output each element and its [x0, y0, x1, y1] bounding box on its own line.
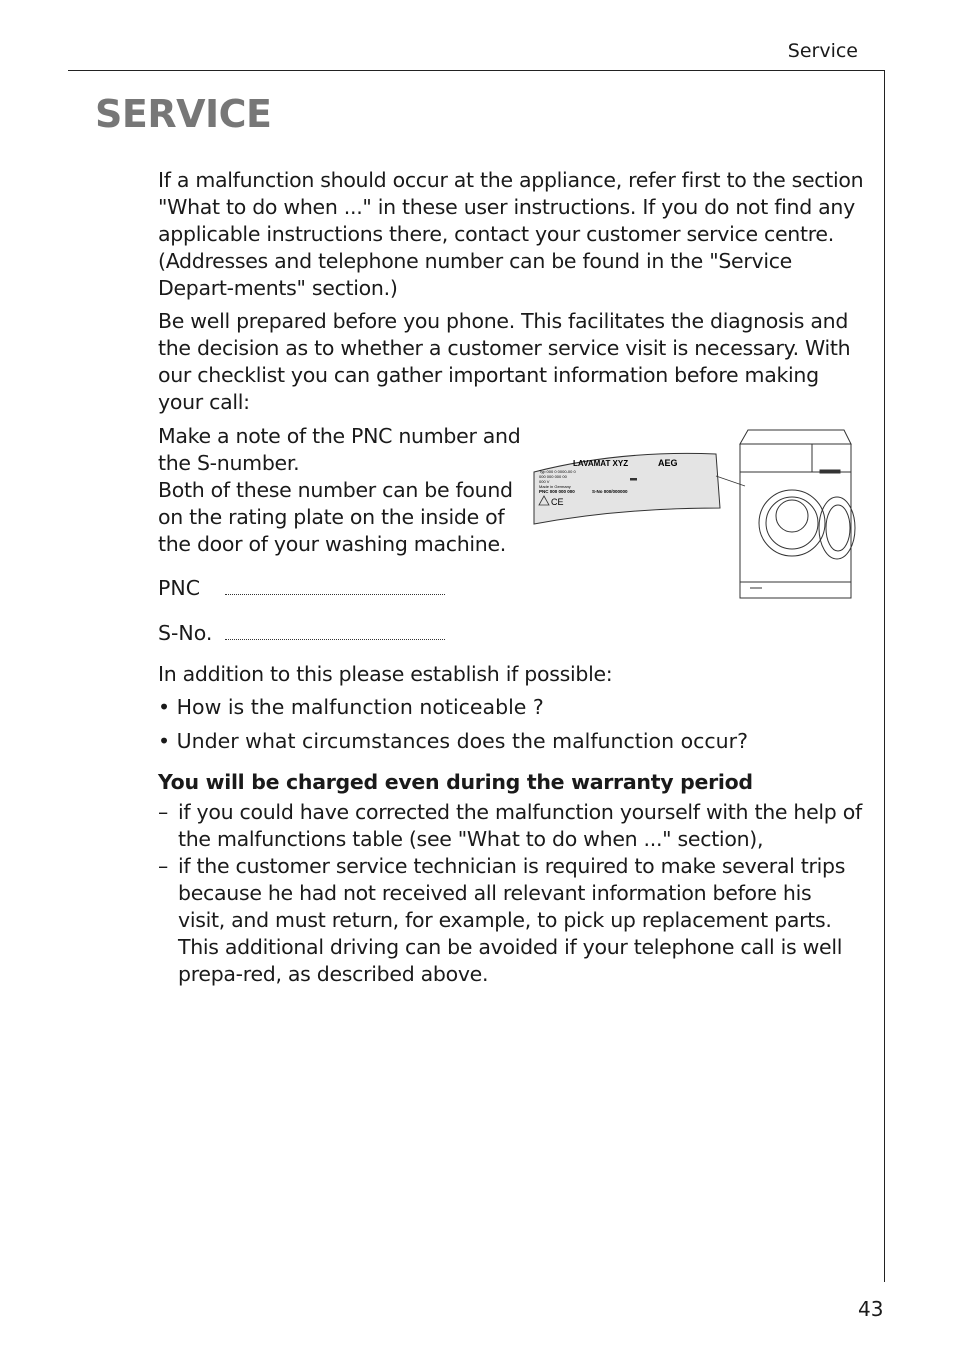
- plate-pnc: PNC 000 000 000: [539, 489, 575, 494]
- plate-line: Typ 000 0 0000-00 0: [539, 469, 576, 474]
- list-item: [158, 853, 863, 988]
- establish-paragraph: In addition to this please establish if possible:: [158, 662, 613, 686]
- sno-fill-line[interactable]: [225, 639, 445, 640]
- side-rule: [884, 70, 885, 1282]
- dash-marker: –: [158, 854, 168, 878]
- rating-plate: [534, 453, 720, 524]
- list-item: [158, 799, 863, 853]
- dash-marker: –: [158, 800, 168, 824]
- warranty-item-text: if the customer service technician is required to make several trips because he had not received all relevant information before his visit, and must return, for example, to pick up replacement parts. This additional driving can be avoided if your telephone call is well prepa-red, as described above.: [178, 854, 846, 986]
- warranty-heading: You will be charged even during the warranty period: [158, 770, 753, 794]
- sno-label: S-No.: [158, 621, 213, 645]
- pnc-fill-line[interactable]: [225, 594, 445, 595]
- page-title: SERVICE: [95, 92, 272, 136]
- plate-brand: AEG: [658, 458, 678, 468]
- list-item: • Under what circumstances does the malfunction occur?: [158, 729, 748, 753]
- pnc-note: Make a note of the PNC number and the S-number.: [158, 424, 521, 475]
- warranty-list: [158, 799, 863, 988]
- page-number: 43: [858, 1297, 884, 1321]
- washing-machine-illustration: [530, 428, 862, 604]
- intro-paragraph: If a malfunction should occur at the appliance, refer first to the section "What to do when ..." in these user instructions. If you do not find any applicable instructions there, contact your customer service centre. (Addresses and telephone number can be found in the "Service Depart-ments" section.): [158, 168, 864, 300]
- plate-model: LAVAMAT XYZ: [573, 459, 629, 468]
- rating-plate-note: Both of these number can be found on the rating plate on the inside of the door of your washing machine.: [158, 478, 513, 556]
- washing-machine: [740, 430, 855, 598]
- preparation-paragraph: Be well prepared before you phone. This facilitates the diagnosis and the decision as to whether a customer service visit is necessary. With our checklist you can gather important information before making your call:: [158, 309, 851, 414]
- pnc-label: PNC: [158, 576, 201, 600]
- plate-line: Made in Germany: [539, 484, 571, 489]
- ce-mark: CE: [551, 497, 564, 507]
- plate-line: 000 000 000 00: [539, 474, 567, 479]
- running-header: Service: [787, 40, 858, 62]
- plate-sno: S-No 000/000000: [592, 489, 628, 494]
- plate-line: 000 V: [539, 479, 550, 484]
- warranty-item-text: if you could have corrected the malfunction yourself with the help of the malfunctions table (see "What to do when ..." section),: [178, 800, 862, 851]
- top-rule: [68, 70, 885, 71]
- list-item: • How is the malfunction noticeable ?: [158, 695, 544, 719]
